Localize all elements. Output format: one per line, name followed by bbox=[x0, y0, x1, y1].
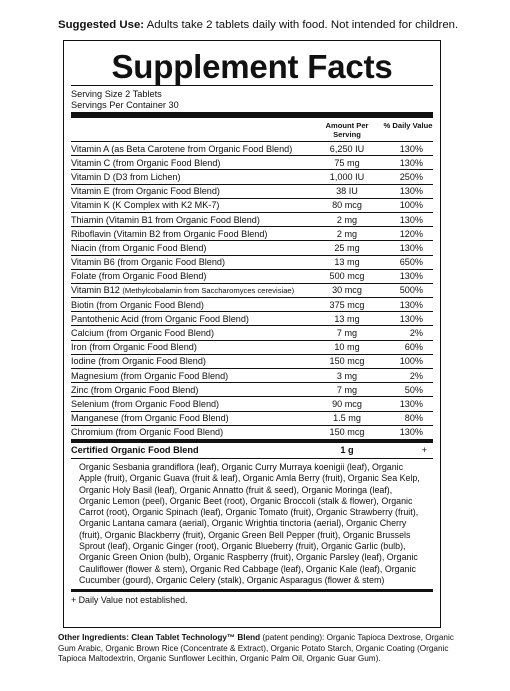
nutrient-name: Niacin (from Organic Food Blend) bbox=[71, 242, 207, 253]
nutrient-amount: 2 mg bbox=[336, 214, 358, 225]
table-row bbox=[71, 142, 433, 156]
blend-amount: 1 g bbox=[340, 445, 354, 456]
nutrient-name: Thiamin (Vitamin B1 from Organic Food Blend) bbox=[71, 214, 260, 225]
nutrient-dv: 2% bbox=[409, 328, 423, 339]
other-ingredients-label: Other Ingredients: Clean Tablet Technology™ Blend bbox=[58, 633, 261, 642]
nutrient-amount: 38 IU bbox=[336, 186, 358, 197]
blend-ingredients: Organic Sesbania grandiflora (leaf), Organic Curry Murraya koenigii (leaf), Organic Apple (fruit), Organic Guava (fruit & leaf), Organic Amla Berry (fruit), Organic Sea Kelp, Organic Holy Basil (leaf), Organic Annatto (fruit & seed), Organic Moringa (leaf), Organic Lemon (peel), Organic Beet (root), Organic Broccoli (stalk & flower), Organic Carrot (root), Organic Spinach (leaf), Organic Tomato (fruit), Organic Strawberry (fruit), Organic Lantana camara (aerial), Organic Wrightia tinctoria (aerial), Organic Cherry (fruit), Organic Blackberry (fruit), Organic Green Bell Pepper (fruit), Organic Brussels Sprout (leaf), Organic Ginger (root), Organic Blueberry (fruit), Organic Garlic (bulb), Organic Green Onion (bulb), Organic Raspberry (fruit), Organic Parsley (leaf), Organic Cauliflower (flower & stem), Organic Red Cabbage (leaf), Organic Kale (leaf), Organic Cucumber (gourd), Organic Celery (stalk), Organic Asparagus (flower & stem) bbox=[79, 461, 420, 585]
nutrient-amount: 150 mcg bbox=[329, 427, 365, 438]
table-row bbox=[71, 170, 433, 184]
table-row bbox=[71, 426, 433, 440]
nutrient-name: Calcium (from Organic Food Blend) bbox=[71, 328, 215, 339]
nutrient-dv: 130% bbox=[399, 427, 423, 438]
nutrient-dv: 130% bbox=[399, 242, 423, 253]
nutrient-name: Zinc (from Organic Food Blend) bbox=[71, 384, 199, 395]
table-row bbox=[71, 241, 433, 255]
nutrient-name: Magnesium (from Organic Food Blend) bbox=[71, 370, 229, 381]
nutrient-name: Vitamin E (from Organic Food Blend) bbox=[71, 186, 220, 197]
column-headers bbox=[71, 118, 433, 141]
nutrient-dv: 500% bbox=[399, 285, 423, 296]
nutrient-amount: 2 mg bbox=[336, 228, 358, 239]
panel-title: Supplement Facts bbox=[111, 48, 393, 85]
nutrient-amount: 25 mg bbox=[334, 242, 360, 253]
nutrient-amount: 13 mg bbox=[334, 257, 360, 268]
nutrient-amount: 500 mcg bbox=[329, 271, 365, 282]
table-row bbox=[71, 312, 433, 326]
blend-name: Certified Organic Food Blend bbox=[71, 445, 199, 456]
nutrient-dv: 130% bbox=[399, 398, 423, 409]
nutrient-name: Riboflavin (Vitamin B2 from Organic Food Blend) bbox=[71, 228, 268, 239]
suggested-use bbox=[58, 18, 478, 32]
nutrient-name: Vitamin A (as Beta Carotene from Organic Food Blend) bbox=[71, 143, 293, 154]
nutrient-amount: 7 mg bbox=[336, 328, 358, 339]
blend-row bbox=[71, 443, 433, 459]
nutrient-dv: 650% bbox=[399, 257, 423, 268]
nutrient-name: Vitamin D (D3 from Lichen) bbox=[71, 171, 181, 182]
serving-size: Serving Size 2 Tablets bbox=[71, 89, 162, 99]
serving-info bbox=[71, 86, 433, 112]
table-row bbox=[71, 412, 433, 426]
nutrient-name: Chromium (from Organic Food Blend) bbox=[71, 427, 224, 438]
nutrient-name: Vitamin C (from Organic Food Blend) bbox=[71, 157, 221, 168]
nutrient-amount: 90 mcg bbox=[332, 398, 362, 409]
nutrient-dv: 100% bbox=[399, 356, 423, 367]
table-row bbox=[71, 298, 433, 312]
table-row bbox=[71, 397, 433, 411]
nutrient-dv: 80% bbox=[404, 413, 423, 424]
column-header-dv: % Daily Value bbox=[383, 121, 433, 130]
suggested-use-label: Suggested Use: bbox=[58, 19, 145, 31]
nutrient-amount: 75 mg bbox=[334, 157, 360, 168]
nutrient-amount: 6,250 IU bbox=[329, 143, 365, 154]
table-row bbox=[71, 341, 433, 355]
nutrient-amount: 1,000 IU bbox=[329, 171, 365, 182]
nutrient-name: Iodine (from Organic Food Blend) bbox=[71, 356, 206, 367]
nutrient-name: Biotin (from Organic Food Blend) bbox=[71, 299, 204, 310]
nutrient-name: Pantothenic Acid (from Organic Food Blend) bbox=[71, 313, 249, 324]
nutrient-dv: 120% bbox=[399, 228, 423, 239]
nutrient-name bbox=[71, 285, 311, 295]
nutrient-dv: 130% bbox=[399, 271, 423, 282]
table-row bbox=[71, 227, 433, 241]
daily-value-footnote: + Daily Value not established. bbox=[71, 595, 188, 606]
nutrient-name: Folate (from Organic Food Blend) bbox=[71, 271, 207, 282]
nutrient-dv: 250% bbox=[399, 171, 423, 182]
nutrient-dv: 50% bbox=[404, 384, 423, 395]
nutrient-dv: 130% bbox=[399, 186, 423, 197]
table-row bbox=[71, 326, 433, 340]
nutrient-name-prefix: Vitamin B12 bbox=[71, 285, 123, 296]
nutrient-dv: 2% bbox=[409, 370, 423, 381]
other-ingredients-text: (patent pending): Organic Tapioca Dextrose, Organic Gum Arabic, Organic Brown Rice (Concentrate & Extract), Organic Potato Starch, Organic Coating (Organic Tapioca Maltodextrin, Organic Sunflower Lecithin, Organic Palm Oil, Organic Guar Gum). bbox=[58, 633, 454, 664]
nutrient-name: Iron (from Organic Food Blend) bbox=[71, 342, 197, 353]
suggested-use-text: Adults take 2 tablets daily with food. Not intended for children. bbox=[144, 19, 459, 31]
nutrient-dv: 130% bbox=[399, 157, 423, 168]
nutrient-name: Vitamin B6 (from Organic Food Blend) bbox=[71, 257, 225, 268]
blend-dv: + bbox=[421, 445, 427, 456]
supplement-facts-panel bbox=[63, 40, 441, 628]
table-row bbox=[71, 199, 433, 213]
nutrient-dv: 130% bbox=[399, 214, 423, 225]
table-row bbox=[71, 369, 433, 383]
nutrient-table bbox=[71, 142, 433, 440]
nutrient-amount: 7 mg bbox=[336, 384, 358, 395]
nutrient-dv: 130% bbox=[399, 313, 423, 324]
table-row bbox=[71, 355, 433, 369]
column-header-amount: Amount Per Serving bbox=[325, 121, 369, 139]
table-row bbox=[71, 256, 433, 270]
nutrient-dv: 130% bbox=[399, 143, 423, 154]
other-ingredients bbox=[58, 633, 458, 665]
table-row bbox=[71, 156, 433, 170]
table-row bbox=[71, 185, 433, 199]
nutrient-amount: 30 mcg bbox=[332, 285, 362, 296]
servings-per-container: Servings Per Container 30 bbox=[71, 99, 179, 110]
table-row bbox=[71, 270, 433, 284]
nutrient-name: Vitamin K (K Complex with K2 MK-7) bbox=[71, 200, 220, 211]
nutrient-amount: 80 mcg bbox=[332, 200, 362, 211]
nutrient-amount: 150 mcg bbox=[329, 356, 365, 367]
nutrient-name: Manganese (from Organic Food Blend) bbox=[71, 413, 229, 424]
nutrient-amount: 13 mg bbox=[334, 313, 360, 324]
nutrient-amount: 1.5 mg bbox=[333, 413, 361, 424]
nutrient-dv: 130% bbox=[399, 299, 423, 310]
nutrient-dv: 60% bbox=[404, 342, 423, 353]
nutrient-amount: 375 mcg bbox=[329, 299, 365, 310]
table-row bbox=[71, 213, 433, 227]
nutrient-amount: 3 mg bbox=[336, 370, 358, 381]
nutrient-name-detail: (Methylcobalamin from Saccharomyces cerevisiae) bbox=[122, 286, 295, 296]
table-row bbox=[71, 284, 433, 298]
nutrient-name: Selenium (from Organic Food Blend) bbox=[71, 398, 220, 409]
table-row bbox=[71, 383, 433, 397]
nutrient-amount: 10 mg bbox=[334, 342, 360, 353]
nutrient-dv: 100% bbox=[399, 200, 423, 211]
